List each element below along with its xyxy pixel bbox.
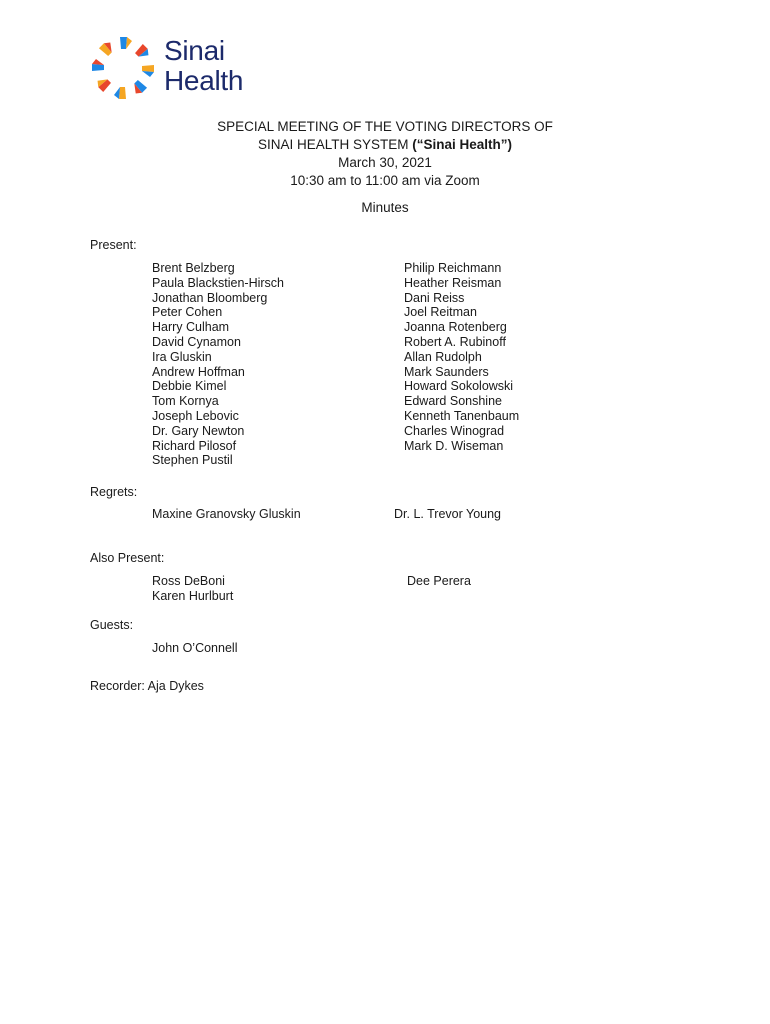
- present-label: Present:: [90, 238, 137, 252]
- attendee-name: Tom Kornya: [152, 394, 219, 409]
- meeting-time: 10:30 am to 11:00 am via Zoom: [290, 173, 480, 188]
- title-line-2: [0, 136, 770, 154]
- guests-column-1: [152, 641, 237, 656]
- also-present-column-1: [152, 574, 233, 604]
- attendee-name: Charles Winograd: [404, 423, 505, 438]
- attendee-name: Robert A. Rubinoff: [404, 334, 506, 349]
- logo-text-health: Health: [164, 65, 244, 96]
- attendee-name: Maxine Granovsky Gluskin: [152, 507, 301, 521]
- regrets-column-2: [394, 507, 501, 522]
- attendee-name: Richard Pilosof: [152, 438, 237, 453]
- logo-text-sinai: Sinai: [164, 35, 225, 66]
- attendee-name: John O’Connell: [152, 641, 238, 655]
- title-line-2-text: SINAI HEALTH SYSTEM: [257, 137, 413, 152]
- attendee-name: Brent Belzberg: [152, 261, 235, 275]
- attendee-name: Andrew Hoffman: [152, 364, 245, 379]
- attendee-name: Harry Culham: [152, 320, 230, 335]
- attendee-name: Karen Hurlburt: [152, 588, 234, 603]
- starburst-logo-icon: [90, 33, 156, 103]
- attendee-name: Mark Saunders: [404, 364, 489, 379]
- attendee-name: Jonathan Bloomberg: [152, 290, 268, 305]
- attendee-name: Dee Perera: [407, 574, 471, 588]
- minutes-heading: Minutes: [361, 200, 409, 215]
- attendee-name: Joel Reitman: [404, 305, 477, 320]
- present-column-2: [404, 261, 519, 453]
- attendee-name: Mark D. Wiseman: [404, 438, 504, 453]
- regrets-column-1: [152, 507, 301, 522]
- attendee-name: Peter Cohen: [152, 305, 223, 320]
- attendee-name: Ross DeBoni: [152, 574, 225, 588]
- attendee-name: David Cynamon: [152, 334, 241, 349]
- title-line-2-bold: (“Sinai Health”): [412, 137, 513, 152]
- attendee-name: Dani Reiss: [404, 290, 465, 305]
- also-present-label: Also Present:: [90, 551, 165, 565]
- attendee-name: Philip Reichmann: [404, 261, 502, 275]
- attendee-name: Kenneth Tanenbaum: [404, 408, 520, 423]
- attendee-name: Stephen Pustil: [152, 453, 233, 468]
- also-present-column-2: [407, 574, 471, 589]
- attendee-name: Joseph Lebovic: [152, 408, 239, 423]
- attendee-name: Heather Reisman: [404, 275, 502, 290]
- guests-label: Guests:: [90, 618, 134, 632]
- title-line-1: SPECIAL MEETING OF THE VOTING DIRECTORS OF: [217, 119, 553, 134]
- present-column-1: [152, 261, 284, 468]
- recorder-line: Recorder: Aja Dykes: [90, 679, 204, 693]
- attendee-name: Dr. Gary Newton: [152, 423, 245, 438]
- regrets-label: Regrets:: [90, 485, 138, 499]
- attendee-name: Paula Blackstien-Hirsch: [152, 275, 284, 290]
- attendee-name: Edward Sonshine: [404, 394, 502, 409]
- attendee-name: Dr. L. Trevor Young: [394, 507, 502, 521]
- meeting-date: March 30, 2021: [338, 155, 432, 170]
- attendee-name: Joanna Rotenberg: [404, 320, 507, 335]
- attendee-name: Ira Gluskin: [152, 349, 212, 364]
- sinai-health-logo: [90, 33, 260, 103]
- document-title: [0, 118, 770, 190]
- attendee-name: Debbie Kimel: [152, 379, 227, 394]
- attendee-name: Allan Rudolph: [404, 349, 482, 364]
- attendee-name: Howard Sokolowski: [404, 379, 514, 394]
